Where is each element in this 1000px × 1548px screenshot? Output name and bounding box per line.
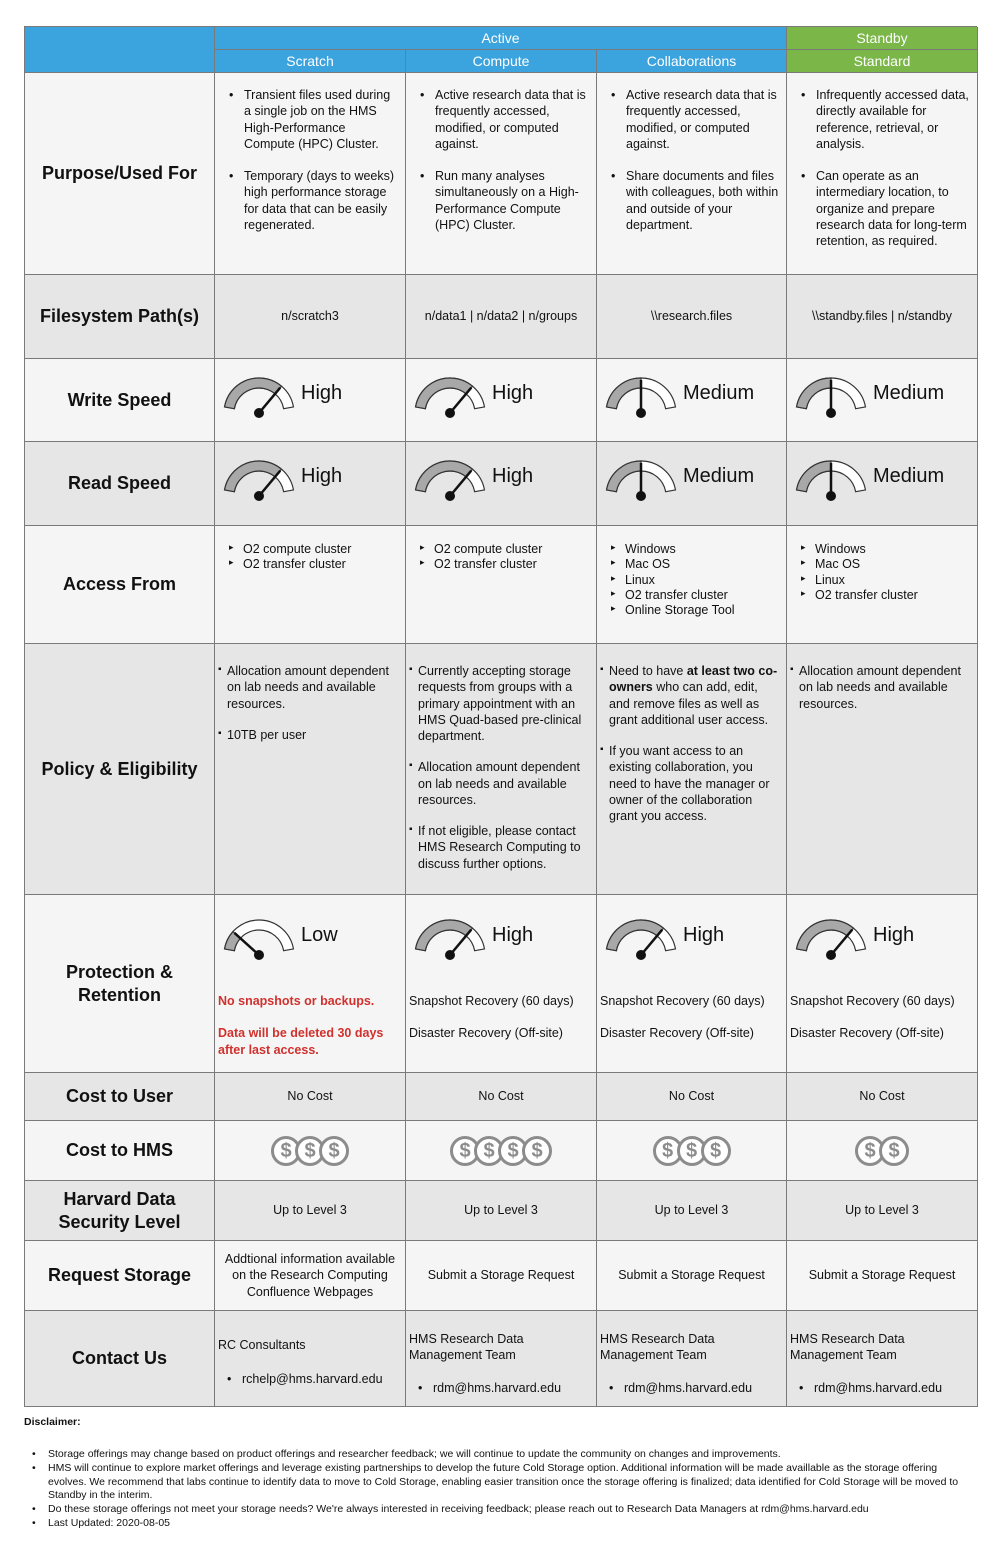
list-item: ▸ O2 transfer cluster: [801, 588, 971, 603]
policy-emphasis: at least two co-owners: [609, 664, 778, 695]
column-header-standard: Standard: [787, 50, 978, 73]
header-corner: [25, 27, 215, 73]
speedometer-icon: [221, 373, 297, 421]
row-label-access-from: Access From: [25, 526, 215, 644]
speedometer-icon: [793, 373, 869, 421]
contact-scratch: [215, 1311, 406, 1407]
gauge-label: High: [492, 924, 534, 946]
purpose-compute: [406, 73, 597, 275]
path-collaborations: \\research.files: [597, 275, 787, 359]
row-label-purpose: Purpose/Used For: [25, 73, 215, 275]
row-label-policy: Policy & Eligibility: [25, 644, 215, 895]
gauge-high: [412, 915, 533, 963]
disclaimer: [24, 1416, 974, 1531]
protection-notes: [790, 993, 955, 1058]
list-item: • Temporary (days to weeks) high performance storage for data that can be easily regenerated.: [225, 168, 399, 233]
note: No snapshots or backups.: [218, 994, 375, 1008]
dollar-coin-icon: $: [498, 1136, 528, 1166]
gauge-medium: [793, 456, 944, 504]
gauge-high: [603, 915, 724, 963]
list-item: ▪ Allocation amount dependent on lab needs and available resources.: [218, 663, 399, 712]
gauge-hub: [826, 950, 836, 960]
speedometer-icon: [603, 373, 679, 421]
list-item: ▸ O2 transfer cluster: [420, 557, 590, 572]
dollar-coin-icon: $: [319, 1136, 349, 1166]
list-item: ▸ O2 transfer cluster: [229, 557, 399, 572]
speedometer-icon: [412, 915, 488, 963]
gauge-hub: [826, 408, 836, 418]
speedometer-icon: [221, 915, 297, 963]
list-item: ▸ Linux: [611, 573, 780, 588]
list-item: [600, 663, 780, 728]
speedometer-icon: [412, 373, 488, 421]
cost-hms-collaborations: [597, 1121, 787, 1181]
read-speed-compute: [406, 442, 597, 526]
row-label-contact: Contact Us: [25, 1311, 215, 1407]
contact-team: RC Consultants: [218, 1338, 306, 1352]
list-item: • Transient files used during a single job on the HMS High-Performance Compute (HPC) Cluster.: [225, 87, 399, 152]
column-header-compute: Compute: [406, 50, 597, 73]
dollar-coin-icon: $: [879, 1136, 909, 1166]
list-item: ▪ Allocation amount dependent on lab needs and available resources.: [790, 663, 971, 712]
cost-hms-compute: [406, 1121, 597, 1181]
row-label-protection: Protection & Retention: [25, 895, 215, 1073]
dollar-coin-icon: $: [701, 1136, 731, 1166]
gauge-label: High: [683, 924, 725, 946]
policy-text: who can add, edit, and remove files as well as grant additional user access.: [609, 680, 769, 727]
list-item: ▸ Online Storage Tool: [611, 603, 780, 618]
submit-storage-request-link[interactable]: Submit a Storage Request: [406, 1241, 597, 1311]
gauge-fill: [225, 461, 282, 492]
list-item: ▪ Currently accepting storage requests from groups with a primary appointment with an HMS Quad-based pre-clinical department.: [409, 663, 590, 744]
list-item: ▪ If you want access to an existing collaboration, you need to have the manager or owner of the collaboration grant you access.: [600, 743, 780, 824]
cost-hms-scratch: [215, 1121, 406, 1181]
disclaimer-item: • Storage offerings may change based on product offerings and researcher feedback; we will continue to update the community on changes and improvements.: [24, 1448, 974, 1462]
contact-team: HMS Research Data Management Team: [409, 1332, 524, 1363]
dollar-coin-icon: $: [450, 1136, 480, 1166]
row-label-cost-user: Cost to User: [25, 1073, 215, 1121]
contact-email-link[interactable]: • rdm@hms.harvard.edu: [600, 1364, 780, 1396]
list-item: ▸ Windows: [611, 542, 780, 557]
gauge-label: High: [301, 382, 343, 404]
cost-user-scratch: No Cost: [215, 1073, 406, 1121]
contact-team: HMS Research Data Management Team: [790, 1332, 905, 1363]
row-label-cost-hms: Cost to HMS: [25, 1121, 215, 1181]
cost-user-standard: No Cost: [787, 1073, 978, 1121]
write-speed-standard: [787, 359, 978, 442]
write-speed-scratch: [215, 359, 406, 442]
gauge-hub: [254, 950, 264, 960]
speedometer-icon: [412, 456, 488, 504]
list-item: ▸ Linux: [801, 573, 971, 588]
note: Snapshot Recovery (60 days): [600, 994, 765, 1008]
gauge-fill: [607, 378, 641, 409]
note: Disaster Recovery (Off-site): [790, 1026, 944, 1041]
gauge-fill: [416, 378, 473, 409]
gauge-hub: [445, 950, 455, 960]
gauge-fill: [797, 920, 854, 951]
protection-standard: [787, 895, 978, 1073]
gauge-hub: [445, 408, 455, 418]
row-label-read-speed: Read Speed: [25, 442, 215, 526]
gauge-hub: [445, 491, 455, 501]
write-speed-collaborations: [597, 359, 787, 442]
policy-compute: [406, 644, 597, 895]
dollar-coin-icon: $: [677, 1136, 707, 1166]
row-label-request: Request Storage: [25, 1241, 215, 1311]
list-item: ▪ Allocation amount dependent on lab needs and available resources.: [409, 759, 590, 808]
path-standard: \\standby.files | n/standby: [787, 275, 978, 359]
dollar-coin-icon: $: [295, 1136, 325, 1166]
gauge-label: Medium: [873, 465, 945, 487]
submit-storage-request-link[interactable]: Submit a Storage Request: [787, 1241, 978, 1311]
policy-collaborations: [597, 644, 787, 895]
list-item: • Active research data that is frequently accessed, modified, or computed against.: [416, 87, 590, 152]
gauge-label: High: [492, 382, 534, 404]
list-item: ▸ O2 compute cluster: [229, 542, 399, 557]
access-collaborations: [597, 526, 787, 644]
list-item: • Share documents and files with colleagues, both within and outside of your department.: [607, 168, 780, 233]
gauge-label: High: [301, 465, 343, 487]
submit-storage-request-link[interactable]: Submit a Storage Request: [597, 1241, 787, 1311]
gauge-label: Medium: [683, 382, 755, 404]
gauge-label: Low: [301, 924, 338, 946]
purpose-scratch: [215, 73, 406, 275]
gauge-high: [221, 373, 342, 421]
list-item: • Infrequently accessed data, directly available for reference, retrieval, or analysis.: [797, 87, 971, 152]
protection-notes: [409, 993, 574, 1058]
note: Snapshot Recovery (60 days): [409, 994, 574, 1008]
read-speed-scratch: [215, 442, 406, 526]
contact-email-link[interactable]: • rdm@hms.harvard.edu: [790, 1364, 971, 1396]
gauge-fill: [797, 378, 831, 409]
gauge-label: Medium: [873, 382, 945, 404]
access-compute: [406, 526, 597, 644]
request-info-link[interactable]: Addtional information available on the Research Computing Confluence Webpages: [215, 1241, 406, 1311]
speedometer-icon: [793, 915, 869, 963]
header-active: Active: [215, 27, 787, 50]
gauge-hub: [254, 408, 264, 418]
protection-notes: [600, 993, 765, 1058]
list-item: • Can operate as an intermediary location, to organize and prepare research data for long-term retention, as required.: [797, 168, 971, 249]
security-standard: Up to Level 3: [787, 1181, 978, 1241]
gauge-label: High: [873, 924, 915, 946]
gauge-hub: [636, 491, 646, 501]
protection-compute: [406, 895, 597, 1073]
security-collaborations: Up to Level 3: [597, 1181, 787, 1241]
gauge-fill: [607, 920, 664, 951]
list-item: • Active research data that is frequently accessed, modified, or computed against.: [607, 87, 780, 152]
dollar-coin-icon: $: [522, 1136, 552, 1166]
gauge-low: [221, 915, 338, 963]
gauge-hub: [254, 491, 264, 501]
list-item: ▸ Mac OS: [611, 557, 780, 572]
gauge-fill: [607, 461, 641, 492]
dollar-coin-icon: $: [271, 1136, 301, 1166]
header-standby: Standby: [787, 27, 978, 50]
read-speed-standard: [787, 442, 978, 526]
list-item: • Run many analyses simultaneously on a High-Performance Compute (HPC) Cluster.: [416, 168, 590, 233]
list-item: ▸ Mac OS: [801, 557, 971, 572]
dollar-coin-icon: $: [474, 1136, 504, 1166]
contact-email-link[interactable]: • rchelp@hms.harvard.edu: [218, 1353, 399, 1387]
contact-email-link[interactable]: • rdm@hms.harvard.edu: [409, 1364, 590, 1396]
list-item: ▸ O2 transfer cluster: [611, 588, 780, 603]
cost-user-collaborations: No Cost: [597, 1073, 787, 1121]
column-header-scratch: Scratch: [215, 50, 406, 73]
contact-standard: [787, 1311, 978, 1407]
security-compute: Up to Level 3: [406, 1181, 597, 1241]
list-item: ▪ If not eligible, please contact HMS Research Computing to discuss further options.: [409, 823, 590, 872]
list-item: ▸ Windows: [801, 542, 971, 557]
policy-standard: [787, 644, 978, 895]
policy-scratch: [215, 644, 406, 895]
list-item: ▪ 10TB per user: [218, 727, 399, 743]
access-standard: [787, 526, 978, 644]
note: Snapshot Recovery (60 days): [790, 994, 955, 1008]
note: Disaster Recovery (Off-site): [600, 1026, 754, 1041]
disclaimer-item: • HMS will continue to explore market offerings and leverage existing partnerships to develop the future Cold Storage option. Additional information will be made availlable as the storage offering evolves. We recommend that labs continue to identify data to move to Cold Storage, enabling easier transition once the storage offering is finalized; data identified for Cold Storage will be moved to Standby in the interim.: [24, 1462, 974, 1504]
gauge-fill: [797, 461, 831, 492]
path-scratch: n/scratch3: [215, 275, 406, 359]
speedometer-icon: [793, 456, 869, 504]
protection-collaborations: [597, 895, 787, 1073]
cost-user-compute: No Cost: [406, 1073, 597, 1121]
list-item: ▸ O2 compute cluster: [420, 542, 590, 557]
speedometer-icon: [603, 456, 679, 504]
gauge-label: Medium: [683, 465, 755, 487]
purpose-collaborations: [597, 73, 787, 275]
cost-hms-standard: [787, 1121, 978, 1181]
storage-comparison-table: [24, 26, 977, 1407]
path-compute: n/data1 | n/data2 | n/groups: [406, 275, 597, 359]
contact-collaborations: [597, 1311, 787, 1407]
gauge-hub: [826, 491, 836, 501]
access-scratch: [215, 526, 406, 644]
speedometer-icon: [221, 456, 297, 504]
note: Disaster Recovery (Off-site): [409, 1026, 563, 1041]
row-label-write-speed: Write Speed: [25, 359, 215, 442]
column-header-collaborations: Collaborations: [597, 50, 787, 73]
gauge-high: [412, 373, 533, 421]
write-speed-compute: [406, 359, 597, 442]
speedometer-icon: [603, 915, 679, 963]
disclaimer-title: Disclaimer:: [24, 1416, 81, 1428]
gauge-hub: [636, 950, 646, 960]
protection-notes: [218, 993, 405, 1074]
disclaimer-item: • Do these storage offerings not meet your storage needs? We're always interested in receiving feedback; please reach out to Research Data Managers at rdm@hms.harvard.edu: [24, 1503, 974, 1517]
gauge-high: [221, 456, 342, 504]
dollar-coin-icon: $: [653, 1136, 683, 1166]
gauge-fill: [416, 461, 473, 492]
gauge-fill: [416, 920, 473, 951]
row-label-security: Harvard Data Security Level: [25, 1181, 215, 1241]
purpose-standard: [787, 73, 978, 275]
gauge-high: [793, 915, 914, 963]
contact-compute: [406, 1311, 597, 1407]
gauge-medium: [793, 373, 944, 421]
contact-team: HMS Research Data Management Team: [600, 1332, 715, 1363]
row-label-path: Filesystem Path(s): [25, 275, 215, 359]
gauge-hub: [636, 408, 646, 418]
policy-text: Need to have: [609, 664, 687, 678]
gauge-high: [412, 456, 533, 504]
dollar-coin-icon: $: [855, 1136, 885, 1166]
protection-scratch: [215, 895, 406, 1073]
disclaimer-item: • Last Updated: 2020-08-05: [24, 1517, 974, 1531]
gauge-fill: [225, 378, 282, 409]
gauge-medium: [603, 456, 754, 504]
security-scratch: Up to Level 3: [215, 1181, 406, 1241]
gauge-medium: [603, 373, 754, 421]
note: Data will be deleted 30 days after last access.: [218, 1026, 384, 1057]
read-speed-collaborations: [597, 442, 787, 526]
gauge-label: High: [492, 465, 534, 487]
